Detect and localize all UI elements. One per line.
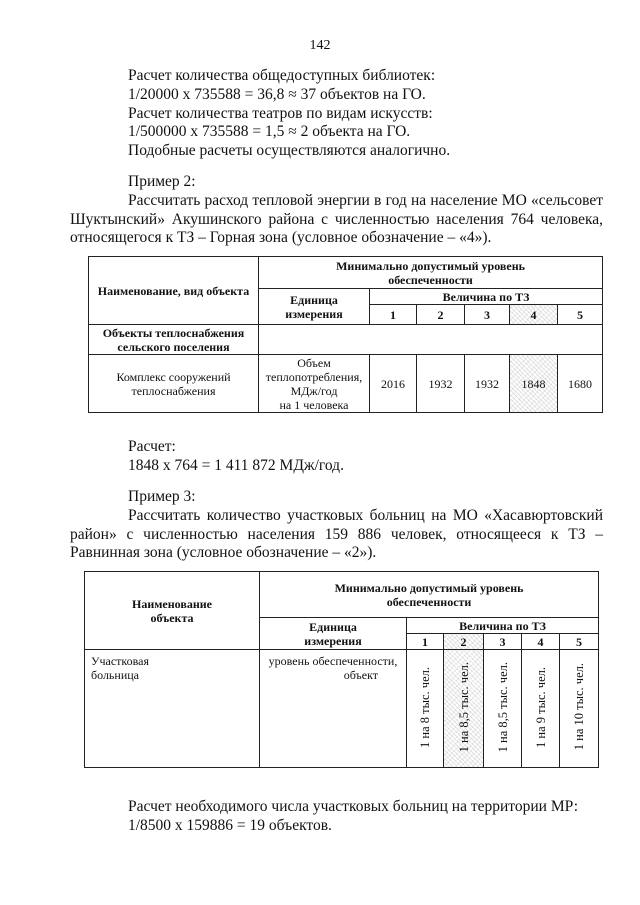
value-zone-4: 1848 [510,355,558,413]
value-zone-5: 1680 [558,355,603,413]
value-zone-5 [560,650,599,768]
row-unit-line-1: уровень обеспеченности, [268,654,398,668]
row-name-cell [85,650,260,768]
zone-5-header: 5 [558,305,603,325]
zone-2-header: 2 [417,305,465,325]
group-cell [89,325,259,355]
group-line-1: Объекты теплоснабжения [102,325,245,340]
zone-1-header: 1 [407,634,444,650]
header-unit-line-2: измерения [304,633,362,648]
row-name-cell [89,355,259,413]
row-unit-line-3: МДж/год [290,383,338,398]
intro-line-1: Расчет количества общедоступных библиотек: [128,67,436,84]
value-zone-3 [484,650,522,768]
header-unit-line-2: измерения [285,306,343,321]
example3-text-line-3: Равнинная зона (условное обозначение – «2»). [70,544,377,561]
row-name-line-2: больница [91,668,139,682]
zone-3-header: 3 [465,305,510,325]
header-name-text: Наименование, вид объекта [97,283,250,298]
example3-heading: Пример 3: [128,488,196,505]
value-zone-1 [407,650,444,768]
header-value-cell [370,289,603,305]
value-zone-2 [444,650,484,768]
example2-calc-line: 1848 х 764 = 1 411 872 МДж/год. [128,457,344,474]
example2-text-line-2: Шуктынский» Акушинского района с численностью населения 764 человека, [70,211,603,228]
heat-energy-table [88,256,603,413]
example3-text-line-1: Рассчитать количество участковых больниц на МО «Хасавюртовский [128,507,603,524]
intro-line-2: 1/20000 х 735588 = 36,8 ≈ 37 объектов на ГО. [128,86,426,103]
header-name-cell [89,257,259,325]
header-unit-cell [259,289,370,325]
row-name-line-1: Участковая [91,654,150,668]
header-name-line-1: Наименование [132,596,212,611]
example3-text-line-2: район» с численностью населения 159 886 человек, относящееся к ТЗ – [70,526,603,543]
header-level-cell [259,257,603,289]
row-unit-line-2: теплопотребления, [265,369,363,384]
example3-result-line-2: 1/8500 х 159886 = 19 объектов. [128,817,332,834]
intro-line-5: Подобные расчеты осуществляются аналогично. [128,142,451,159]
value-zone-3-text: 1 на 8,5 тыс. чел. [495,661,510,753]
header-level-line-1: Минимально допустимый уровень [336,258,525,273]
page-number: 142 [309,38,331,53]
value-zone-1-text: 1 на 8 тыс. чел. [418,666,432,748]
header-unit-line-1: Единица [290,292,338,307]
value-zone-4-text: 1 на 9 тыс. чел. [533,666,548,748]
example2-text-line-3: относящегося к ТЗ – Горная зона (условное обозначение – «4»). [70,229,492,246]
hospital-table [84,571,599,768]
row-name-line-1: Комплекс сооружений [116,369,231,384]
intro-line-3: Расчет количества театров по видам искусств: [128,105,433,122]
row-unit-cell [260,650,407,768]
header-level-cell [260,572,599,618]
row-unit-line-1: Объем [297,355,331,370]
zone-3-header: 3 [484,634,522,650]
header-level-line-1: Минимально допустимый уровень [334,580,524,595]
row-unit-cell [259,355,370,413]
value-zone-3: 1932 [465,355,510,413]
header-unit-cell [260,618,407,650]
example2-heading: Пример 2: [128,173,196,190]
value-zone-4 [522,650,560,768]
header-value-text: Величина по ТЗ [459,618,546,633]
zone-4-header: 4 [510,305,558,325]
group-line-2: сельского поселения [117,339,230,354]
header-value-cell [407,618,599,634]
row-name-line-2: теплоснабжения [131,383,216,398]
value-zone-1: 2016 [370,355,417,413]
intro-line-4: 1/500000 х 735588 = 1,5 ≈ 2 объекта на ГО. [128,123,411,140]
zone-1-header: 1 [370,305,417,325]
example2-calc-heading: Расчет: [128,438,176,455]
row-unit-line-4: на 1 человека [279,397,349,412]
zone-5-header: 5 [560,634,599,650]
example3-result-line-1: Расчет необходимого числа участковых больниц на территории МР: [128,798,579,815]
value-zone-2: 1932 [417,355,465,413]
header-value-text: Величина по ТЗ [442,289,530,304]
header-level-line-2: обеспеченности [386,594,472,609]
value-zone-5-text: 1 на 10 тыс. чел. [572,663,587,751]
group-empty-cell [259,325,603,355]
value-zone-2-text: 1 на 8,5 тыс. чел. [456,661,471,753]
row-unit-line-2: объект [343,668,378,682]
header-unit-line-1: Единица [309,619,357,634]
zone-2-header: 2 [444,634,484,650]
header-level-line-2: обеспеченности [388,272,473,287]
zone-4-header: 4 [522,634,560,650]
header-name-cell [85,572,260,650]
header-name-line-2: объекта [150,610,194,625]
example2-text-line-1: Рассчитать расход тепловой энергии в год на население МО «сельсовет [128,192,603,209]
